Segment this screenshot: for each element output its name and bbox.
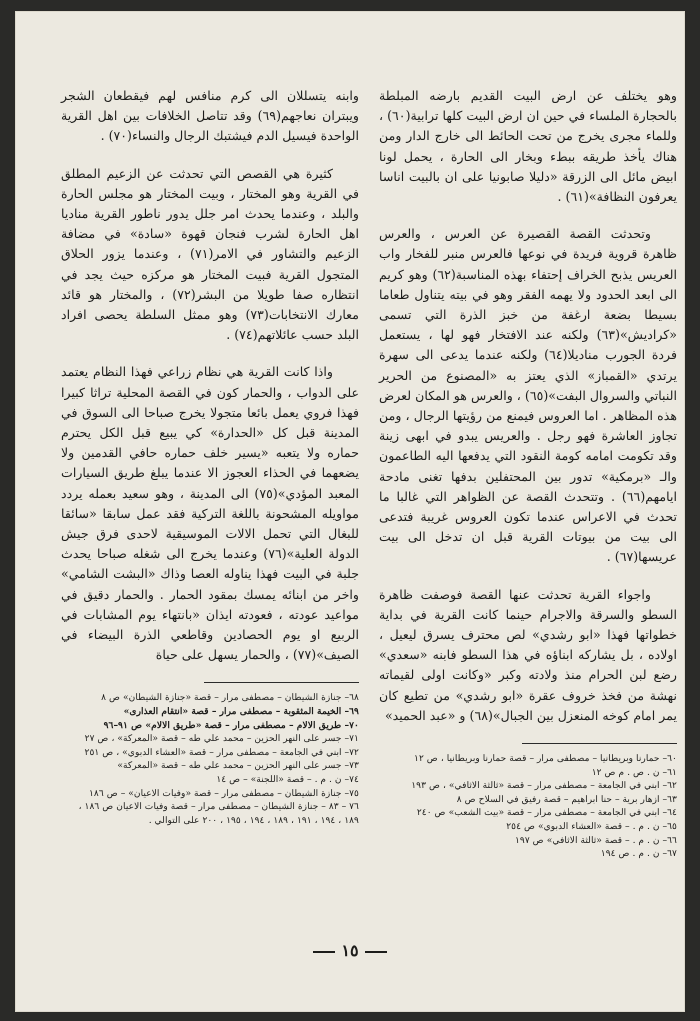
body-paragraph: وتحدثت القصة القصيرة عن العرس ، والعرس ظاهرة قروية فريدة في نوعها فالعرس منبر للفخار واب العريس يذبح الخراف إحتفاء بهذه المناسبة(٦٢) وهو كريم الى ابعد الحدود ولا يهمه الفقر وهو في بيته يتناول طعاما بسيطا بضعة ارغفة من خبز الذرة التي تسمى «كراديش»(٦٣) ولكنه عند الافتخار فهو لها ، يستعمل فردة الجورب مناديلا(٦٤) ولكنه عندما يدعى الى سهرة يرتدي «القمباز» الذي يعتز به «المصنوع من الحرير النباتي والسروال البفت»(٦٥) ، والعرس هو المكان لعرض هذه المظاهر . اما العروس فيمنع من رؤيتها الرجال ، ومن تجاوز العاشرة فهو رجل . والعريس يبدو في ابهى زينة وقد تكومت امامه كومة النقود التي يدفعها اليه الطاعمون والـ «برمكية» تدور بين المحتفلين بدفها تغنى مادحة ايامهم(٦٦) . وتتحدث القصة عن الظواهر التي غالبا ما تحدث في الاعراس عندما تكون العروس غريبة فتدعى الى بيت من بيوتات القرية قبل ان تدخل الى بيت عريسها(٦٧) . <box>379 226 678 565</box>
body-paragraph: وابنه يتسللان الى كرم منافس لهم فيقطعان الشجر ويبتران نعاجهم(٦٩) وقد تتاصل الخلافات بين اهل القرية الواحدة فيسيل الدم فيشتبك الرجال والنساء(٧٠) . <box>61 88 359 144</box>
folio-dash <box>313 951 335 953</box>
body-paragraph: واجواء القرية تحدثت عنها القصة فوصفت ظاهرة السطو والسرقة والاجرام حينما كانت القرية في بداية خطواتها فهذا «ابو رشدي» لص محترف يسرق ليعيل ، اولاده ، بل يشاركه ابناؤه في هذا السطو فابنه «سعدي» رضع لبن الحرام منذ ولادته وكبر «وكانت اولى لقيماته نهشة من فخذ خروف عقرة «ابو رشدي» من تطيع كان يمر امام كوخه المنعزل بين الجبال»(٦٨) و «عبد الحميد» <box>379 586 677 723</box>
footnote: ٧٠– طريق الالام – مصطفى مرار – قصة «طريق الالام» ص ٩١–٩٦ <box>103 719 359 731</box>
footnote: ٦١– ن . ص . م ص ١٢ <box>591 766 677 778</box>
footnote: ٦٨– جنازة الشيطان – مصطفى مرار – قصة «جنازة الشيطان» ص ٨ <box>101 692 359 704</box>
body-paragraph: وهو يختلف عن ارض البيت القديم بارضه المبلطة بالحجارة الملساء في حين ان ارض البيت كلها ترابية(٦٠) ، وللماء مجرى يخرج من تحت الحائط الى خارج الدار ومن هناك يأخذ طريقه ببطء وبخار الى الحارة ، يحمل لونا ابيض مائل الى الزرقة «دليلا صابونيا على ان بالبيت اناسا يعرفون النظافة»(٦١) . <box>379 88 677 205</box>
footnote: ٦٢– ابني في الجامعة – مصطفى مرار – قصة «ثالثة الاثافي» ، ص ١٩٣ <box>411 780 677 792</box>
footnote-rule <box>204 682 359 683</box>
footnote: ٧٢– ابني في الجامعة – مصطفى مرار – قصة «العشاء الدبوي» ، ص ٢٥١ <box>84 746 359 758</box>
body-paragraph: كثيرة هي القصص التي تحدثت عن الزعيم المطلق في القرية وهو المختار ، وبيت المختار هو مجلس الحارة والبلد ، وعندما يحدث امر جلل يدور ناطور القرية مناديا اهل الحارة لشرب فنجان قهوة «سادة» في مضافة الزعيم والتشاور في الامر(٧١) ، وعندما يزور الحلاق المتجول القرية فبيت المختار هو مركزه حيث يجد في انتظاره صفا طويلا من البشر(٧٢) ، والمختار هو قائد معارك الانتخابات(٧٣) وهو ممثل السلطة يحصى افراد البلد حسب عائلاتهم(٧٤) . <box>61 165 360 343</box>
footnote: ٦٥– ن . م . – قصة «العشاء الدبوي» ص ٢٥٤ <box>506 821 677 833</box>
footnote: ٧٤– ن . م . – قصة «اللجنة» – ص ١٤ <box>216 774 359 786</box>
left-column <box>61 86 359 827</box>
right-column <box>379 86 677 861</box>
footnote: ٦٠– حمارنا وبريطانيا – مصطفى مرار – قصة حمارنا وبريطانيا ، ص ١٢ <box>414 753 677 765</box>
footnotes <box>61 691 359 827</box>
book-page <box>16 12 684 1011</box>
footnote: ٧١– جسر على النهر الحزين – محمد علي طه – قصة «المعركة» ، ص ٢٧ <box>84 733 359 745</box>
footnote: ٧٣– جسر على النهر الحزين – محمد علي طه – قصة «المعركة» <box>117 760 359 772</box>
page-number-footer <box>16 941 684 960</box>
footnote: ٧٦ – ٨٣ – جنازة الشيطان – مصطفى مرار – قصة وفيات الاعيان ص ١٨٦ ، ١٨٩ ، ١٩٤ ، ١٩١ ، ١٨٩ ، ١٩٤ ، ١٩٥ ، ٢٠٠ على التوالي . <box>78 801 359 826</box>
folio-dash <box>365 951 387 953</box>
footnote: ٦٦– ن . م . – قصة «ثالثة الاثافي» ص ١٩٧ <box>514 834 677 846</box>
body-paragraph: واذا كانت القرية هي نظام زراعي فهذا النظام يعتمد على الدواب ، والحمار كون في القصة المحلية تراثا كبيرا فهذا فروي يعمل بائعا متجولا يخرج صباحا الى السوق في المدينة قبل كل «الحدارة» كي يبيع قبل الكل يحترم حماره ولا يتعبه «يسير خلف حماره حافي القدمين ولا يضعهما في الحذاء العجوز الا عندما يبلغ طريق السيارات المعبد المؤدي»(٧٥) الى المدينة ، وهو سعيد بعمله يردد مواويله المشحونة باللغة التركية فقد عمل سابقا «سائقا للبغال التي تحمل الالات الموسيقية لاحدى فرق جيش الدولة العلية»(٧٦) وعندما يخرج الى شغله صباحا يحدث جلبة في البيت فهذا يناوله العصا وذاك «البشت الشامي» واخر من ابنائه يمسك بمقود الحمار . والحمار دقيق في مواعيد عودته ، فعودته ايذان «بانتهاء يوم المشابات في الربيع او يوم الحصادين وقاطعي الذرة البيضاء في الصيف»(٧٧) ، والحمار يسهل على حياة <box>61 364 360 663</box>
footnote: ٦٤– ابني في الجامعة – مصطفى مرار – قصة «بيت الشعب» ص ٢٤٠ <box>416 807 677 819</box>
footnote: ٦٧– ن . م . ص ١٩٤ <box>600 848 677 860</box>
footnotes <box>379 752 677 861</box>
footnote: ٧٥– جنازة الشيطان – مصطفى مرار – قصة «وفيات الاعيان» – ص ١٨٦ <box>88 787 359 799</box>
footnote-rule <box>522 743 677 744</box>
footnote: ٦٣– ازهار برية – حنا ابراهيم – قصة رفيق في السلاح ص ٨ <box>456 793 677 805</box>
page-number: ١٥ <box>341 941 359 960</box>
footnote: ٦٩– الخيمة المثقوبة – مصطفى مرار – قصة «انتقام العذارى» <box>123 706 359 718</box>
